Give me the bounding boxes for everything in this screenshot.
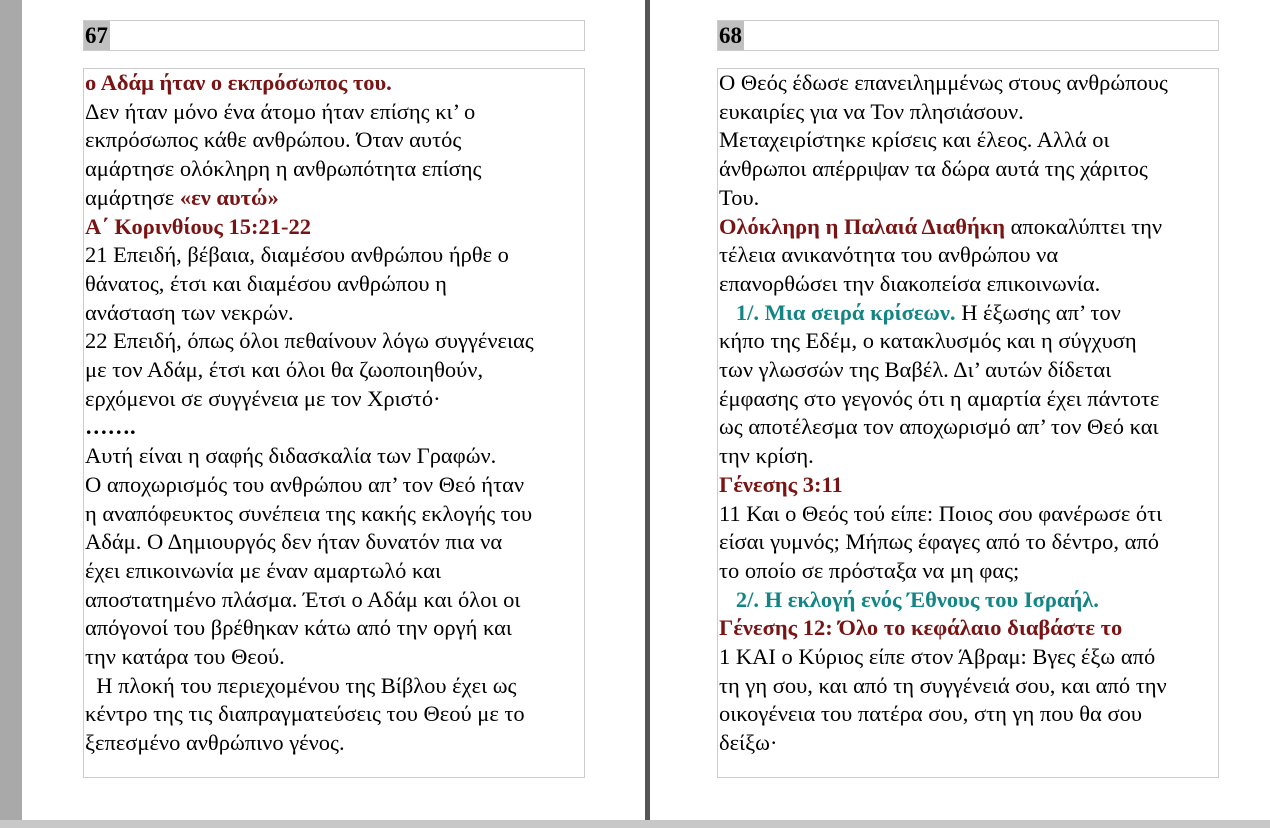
page-number-box	[83, 20, 585, 51]
text-line: απόγονοί του βρέθηκαν κάτω από την οργή και	[85, 615, 512, 641]
page-divider	[642, 0, 656, 820]
text-line: Η πλοκή του περιεχομένου της Βίβλου έχει ως	[85, 672, 517, 698]
text-line: Αδάμ. Ο Δημιουργός δεν ήταν δυνατόν πια να	[85, 529, 503, 555]
page-number-box	[717, 20, 1219, 51]
text-line	[718, 213, 1218, 242]
heading-segment: Ολόκληρη η Παλαιά Διαθήκη	[719, 213, 1005, 239]
heading-line: ο Αδάμ ήταν ο εκπρόσωπος του.	[85, 70, 392, 95]
text-line: ξεπεσμένο ανθρώπινο γένος.	[85, 730, 345, 756]
text-line: 11 Και ο Θεός τού είπε: Ποιος σου φανέρωσε ότι	[719, 500, 1163, 526]
text-line: έχει επικοινωνία με έναν αμαρτωλό και	[85, 557, 442, 583]
text-line: είσαι γυμνός; Μήπως έφαγες από το δέντρο, από	[719, 529, 1160, 555]
text-line: την κρίση.	[719, 443, 814, 469]
page-number: 68	[719, 23, 742, 48]
text-line: 1 ΚΑΙ ο Κύριος είπε στον Άβραμ: Βγες έξω από	[719, 644, 1156, 670]
text-line: οικογένεια του πατέρα σου, στη γη που θα σου	[719, 701, 1142, 727]
text-line: Του.	[719, 184, 760, 210]
page-68	[656, 0, 1270, 820]
text-line: εκπρόσωπος κάθε ανθρώπου. Όταν αυτός	[85, 127, 462, 153]
horizontal-scrollbar-track[interactable]	[0, 820, 1270, 828]
text-line: ανάσταση των νεκρών.	[85, 299, 294, 325]
text-line: αμάρτησε ολόκληρη η ανθρωπότητα επίσης	[85, 156, 482, 182]
text-line: θάνατος, έτσι και διαμέσου ανθρώπου η	[85, 270, 447, 296]
text-line: ευκαιρίες για να Τον πλησιάσουν.	[719, 98, 1024, 124]
text-line: 21 Επειδή, βέβαια, διαμέσου ανθρώπου ήρθε ο	[85, 242, 509, 268]
text-line: κέντρο της τις διαπραγματεύσεις του Θεού με το	[85, 701, 525, 727]
text-line: Ο αποχωρισμός του ανθρώπου απ’ τον Θεό ήταν	[85, 471, 525, 497]
text-line: ερχόμενοι σε συγγένεια με τον Χριστό·	[85, 385, 441, 411]
text-line: Δεν ήταν μόνο ένα άτομο ήταν επίσης κι’ ο	[85, 98, 476, 124]
text-line: Αυτή είναι η σαφής διδασκαλία των Γραφών.	[85, 443, 497, 469]
scripture-reference: Γένεσης 3:11	[719, 471, 843, 497]
text-line: ως αποτέλεσμα τον αποχωρισμό απ’ τον Θεό και	[719, 414, 1159, 440]
text-line: αποστατημένο πλάσμα. Έτσι ο Αδάμ και όλοι οι	[85, 586, 521, 612]
text-frame	[83, 68, 585, 778]
text-line: η αναπόφευκτος συνέπεια της κακής εκλογής του	[85, 500, 533, 526]
text-line: με τον Αδάμ, έτσι και όλοι θα ζωοποιηθούν,	[85, 357, 484, 383]
ellipsis-line: …….	[85, 414, 136, 440]
subheading-segment: 1/. Μια σειρά κρίσεων.	[719, 299, 956, 325]
text-line: 22 Επειδή, όπως όλοι πεθαίνουν λόγω συγγένειας	[85, 328, 534, 354]
text-line: Μεταχειρίστηκε κρίσεις και έλεος. Αλλά οι	[719, 127, 1110, 153]
text-line: δείξω·	[719, 730, 778, 756]
page-67	[22, 0, 642, 820]
scripture-reference: Α΄ Κορινθίους 15:21-22	[85, 213, 312, 239]
text-line: την κατάρα του Θεού.	[85, 644, 285, 670]
emphasis-segment: «εν αυτώ»	[179, 184, 279, 210]
text-segment: αμάρτησε	[85, 184, 180, 210]
text-line: έμφασης στο γεγονός ότι η αμαρτία έχει πάντοτε	[719, 385, 1160, 411]
text-line: τη γη σου, και από τη συγγένειά σου, και από την	[719, 672, 1167, 698]
text-line	[84, 184, 584, 213]
text-line: τέλεια ανικανότητα του ανθρώπου να	[719, 242, 1059, 268]
text-line: το οποίο σε πρόσταξα να μη φας;	[719, 557, 1020, 583]
page-number: 67	[85, 23, 108, 48]
text-line: των γλωσσών της Βαβέλ. Δι’ αυτών δίδεται	[719, 357, 1112, 383]
text-line: Ο Θεός έδωσε επανειλημμένως στους ανθρώπους	[719, 70, 1168, 95]
scripture-reference: Γένεσης 12: Όλο το κεφάλαιο διαβάστε το	[719, 615, 1123, 641]
text-segment: Η έξωσης απ’ τον	[955, 299, 1121, 325]
text-line	[718, 299, 1218, 328]
text-line: κήπο της Εδέμ, ο κατακλυσμός και η σύγχυση	[719, 328, 1137, 354]
text-line: επανορθώσει την διακοπείσα επικοινωνία.	[719, 270, 1101, 296]
text-frame	[717, 68, 1219, 778]
subheading-line: 2/. Η εκλογή ενός Έθνους του Ισραήλ.	[719, 586, 1099, 612]
text-segment: αποκαλύπτει την	[1005, 213, 1163, 239]
text-line: άνθρωποι απέρριψαν τα δώρα αυτά της χάριτος	[719, 156, 1148, 182]
